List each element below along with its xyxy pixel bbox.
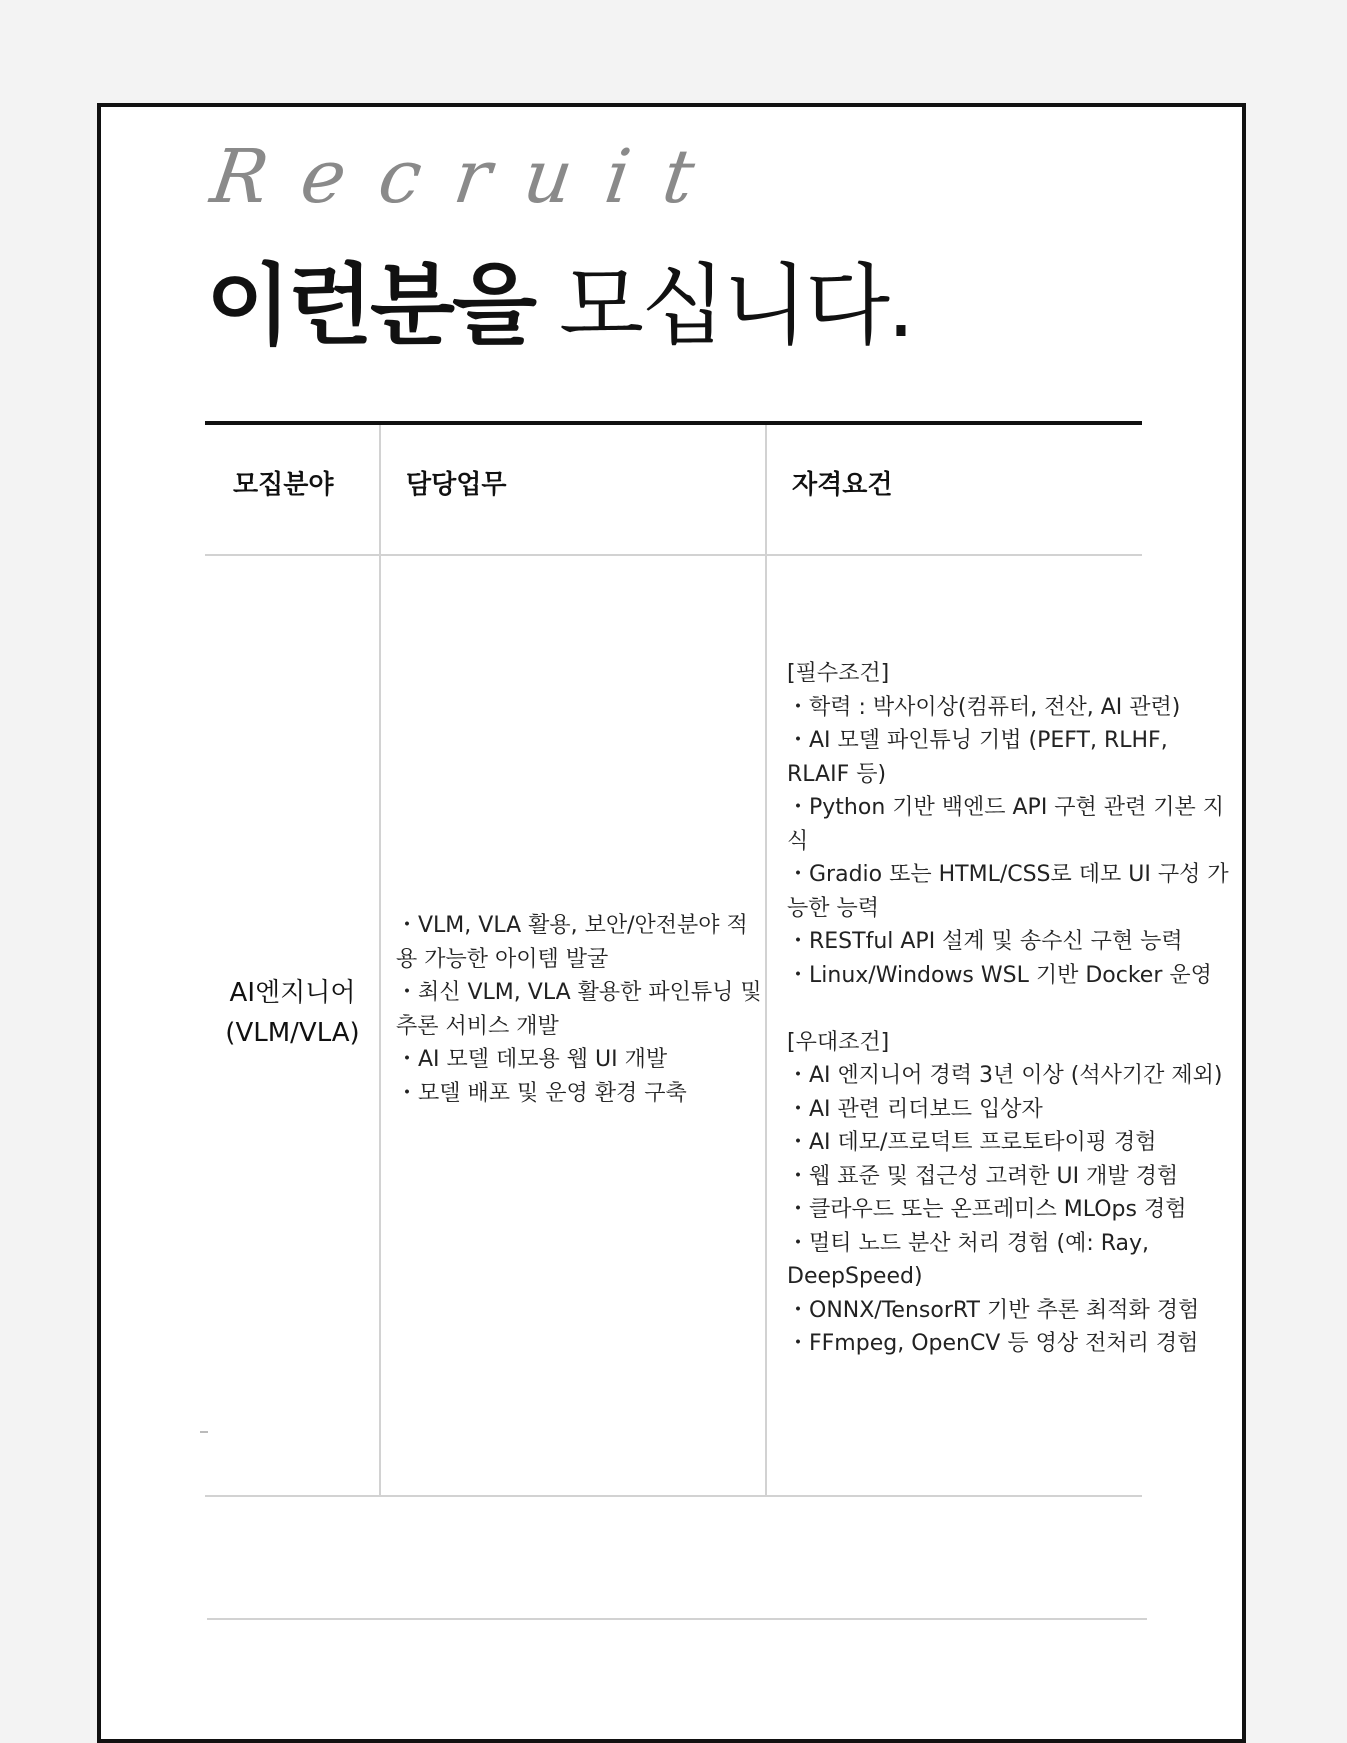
preferred-line: ・ONNX/TensorRT 기반 추론 최적화 경험 (787, 1297, 1200, 1323)
preferred-line: ・웹 표준 및 접근성 고려한 UI 개발 경험 (787, 1163, 1179, 1189)
required-title: [필수조건] (787, 661, 890, 686)
section-gap (787, 992, 1229, 1026)
preferred-line: ・FFmpeg, OpenCV 등 영상 전처리 경험 (787, 1331, 1199, 1356)
duty-line: ・AI 모델 데모용 웹 UI 개발 (396, 1047, 668, 1072)
header-duties: 담당업무 (406, 470, 507, 500)
duties-cell (396, 909, 762, 1110)
script-title: Recruit (205, 134, 734, 220)
page-headline (206, 254, 913, 357)
required-line: ・Linux/Windows WSL 기반 Docker 운영 (787, 962, 1212, 988)
duty-line: 용 가능한 아이템 발굴 (396, 946, 609, 972)
field-line: (VLM/VLA) (225, 1018, 360, 1048)
column-divider-2 (765, 425, 767, 1497)
required-line: ・AI 모델 파인튜닝 기법 (PEFT, RLHF, (787, 728, 1168, 753)
preferred-line: ・AI 관련 리더보드 입상자 (787, 1096, 1043, 1122)
duty-line: ・모델 배포 및 운영 환경 구축 (396, 1080, 687, 1106)
header-qualifications: 자격요건 (792, 470, 893, 500)
stray-mark (200, 1431, 208, 1433)
duty-line: ・최신 VLM, VLA 활용한 파인튜닝 및 (396, 980, 762, 1005)
header-divider (205, 554, 1142, 556)
headline-bold: 이런분을 (206, 254, 535, 357)
preferred-line: DeepSpeed) (787, 1264, 923, 1289)
required-line: ・학력 : 박사이상(컴퓨터, 전산, AI 관련) (787, 694, 1181, 720)
header-field: 모집분야 (233, 470, 334, 500)
headline-light: 모십니다. (534, 254, 913, 357)
field-cell (205, 973, 380, 1053)
preferred-line: ・멀티 노드 분산 처리 경험 (예: Ray, (787, 1230, 1150, 1256)
required-line: RLAIF 등) (787, 761, 887, 787)
row-divider (205, 1495, 1142, 1497)
preferred-line: ・AI 데모/프로덕트 프로토타이핑 경험 (787, 1130, 1157, 1155)
duty-line: ・VLM, VLA 활용, 보안/안전분야 적 (396, 913, 748, 938)
column-divider-1 (379, 425, 381, 1497)
bottom-divider (207, 1618, 1147, 1620)
required-line: ・RESTful API 설계 및 송수신 구현 능력 (787, 929, 1183, 954)
preferred-line: ・AI 엔지니어 경력 3년 이상 (석사기간 제외) (787, 1063, 1223, 1088)
duty-line: 추론 서비스 개발 (396, 1013, 559, 1039)
preferred-title: [우대조건] (787, 1029, 890, 1055)
required-line: 식 (787, 828, 809, 854)
preferred-line: ・클라우드 또는 온프레미스 MLOps 경험 (787, 1197, 1187, 1222)
table-top-rule (205, 421, 1142, 425)
required-line: 능한 능력 (787, 895, 880, 921)
field-line: AI엔지니어 (229, 978, 356, 1008)
required-line: ・Python 기반 백엔드 API 구현 관련 기본 지 (787, 795, 1225, 820)
required-line: ・Gradio 또는 HTML/CSS로 데모 UI 구성 가 (787, 862, 1229, 887)
qualifications-cell (787, 657, 1229, 1361)
